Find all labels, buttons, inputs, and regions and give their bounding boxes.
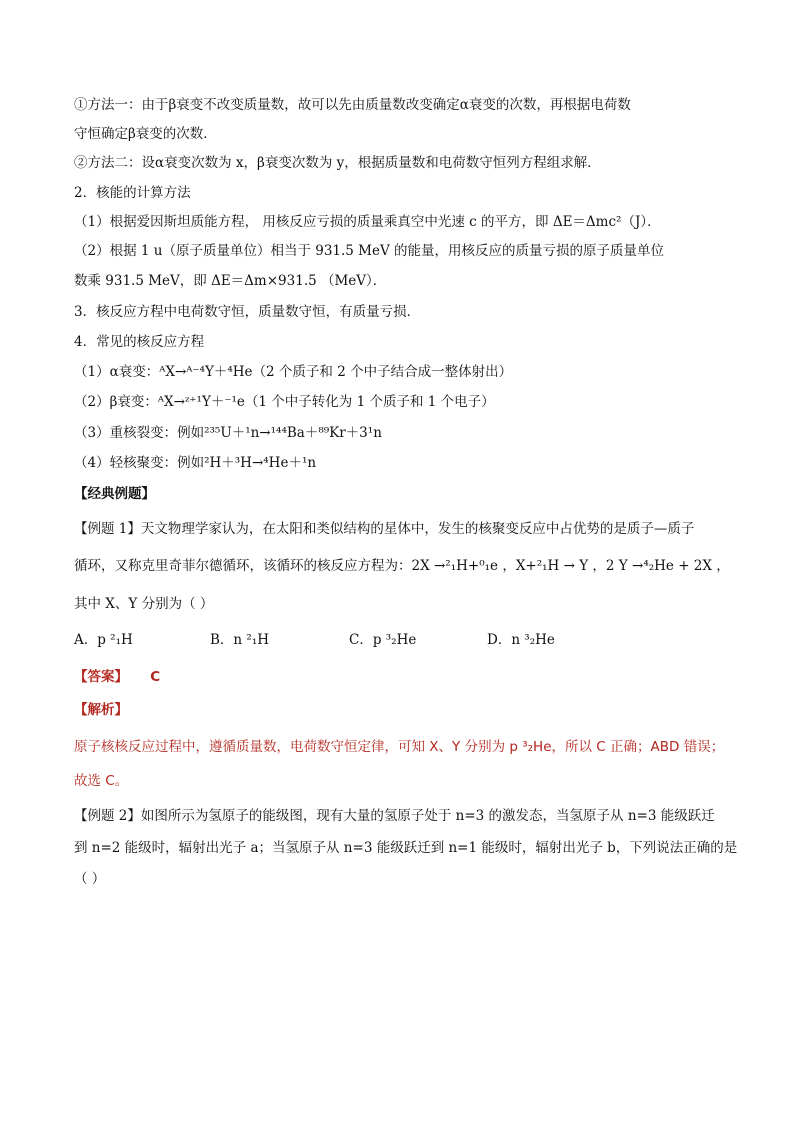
reaction-fusion: （4）轻核聚变：例如²H＋³H→⁴He＋¹n	[74, 455, 317, 471]
analysis-label: 【解析】	[74, 702, 128, 718]
example1-line1: 【例题 1】天文物理学家认为，在太阳和类似结构的星体中，发生的核聚变反应中占优势的是质子—质子	[74, 521, 695, 537]
method1-line2: 守恒确定β衰变的次数．	[74, 126, 217, 142]
choice-b[interactable]: B．n ²₁H	[210, 632, 270, 648]
example2-line1: 【例题 2】如图所示为氢原子的能级图，现有大量的氢原子处于 n=3 的激发态，当氢原子从 n=3 能级跃迁	[74, 808, 715, 824]
choice-a[interactable]: A．p ²₁H	[74, 632, 133, 648]
analysis-line1: 原子核核反应过程中，遵循质量数，电荷数守恒定律，可知 X、Y 分别为 p ³₂He，所以 C 正确；ABD 错误；	[74, 739, 725, 755]
classic-examples-title: 【经典例题】	[74, 486, 155, 502]
method1-line1: ①方法一：由于β衰变不改变质量数，故可以先由质量数改变确定α衰变的次数，再根据电荷数	[74, 97, 631, 113]
example2-line2: 到 n=2 能级时，辐射出光子 a；当氢原子从 n=3 能级跃迁到 n=1 能级时，辐射出光子 b，下列说法正确的是	[74, 840, 738, 856]
energy-method2-line2: 数乘 931.5 MeV，即 ΔE＝Δm×931.5 （MeV）．	[74, 273, 387, 289]
energy-method2-line1: （2）根据 1 u（原子质量单位）相当于 931.5 MeV 的能量，用核反应的质量亏损的原子质量单位	[74, 243, 665, 259]
reaction-alpha-decay: （1）α衰变：ᴬX→ᴬ⁻⁴Y＋⁴He（2 个质子和 2 个中子结合成一整体射出）	[74, 364, 513, 380]
example1-line2: 循环，又称克里奇菲尔德循环，该循环的核反应方程为：2X →²₁H+⁰₁e ，X+²₁H → Y ，2 Y →⁴₂He + 2X ，	[74, 558, 730, 574]
answer-row	[74, 667, 160, 687]
reaction-beta-decay: （2）β衰变：ᴬX→ᶻ⁺¹Y＋⁻¹e（1 个中子转化为 1 个质子和 1 个电子）	[74, 394, 495, 410]
choice-d[interactable]: D．n ³₂He	[487, 632, 555, 648]
choice-c[interactable]: C．p ³₂He	[349, 632, 417, 648]
example1-question: 其中 X、Y 分别为（ ）	[74, 596, 214, 612]
reaction-fission: （3）重核裂变：例如²³⁵U＋¹n→¹⁴⁴Ba＋⁸⁹Kr＋3¹n	[74, 425, 382, 441]
section4-title: 4．常见的核反应方程	[74, 334, 205, 350]
answer-value: C	[150, 669, 161, 685]
method2-line: ②方法二：设α衰变次数为 x，β衰变次数为 y，根据质量数和电荷数守恒列方程组求解．	[74, 155, 601, 171]
analysis-line2: 故选 C。	[74, 773, 129, 789]
section3-line: 3．核反应方程中电荷数守恒，质量数守恒，有质量亏损．	[74, 304, 421, 320]
section2-title: 2．核能的计算方法	[74, 185, 191, 201]
answer-label: 【答案】	[74, 669, 128, 685]
energy-method1: （1）根据爱因斯坦质能方程， 用核反应亏损的质量乘真空中光速 c 的平方，即 ΔE＝Δmc²（J）．	[74, 214, 661, 230]
example2-line3: （ ）	[74, 871, 106, 887]
